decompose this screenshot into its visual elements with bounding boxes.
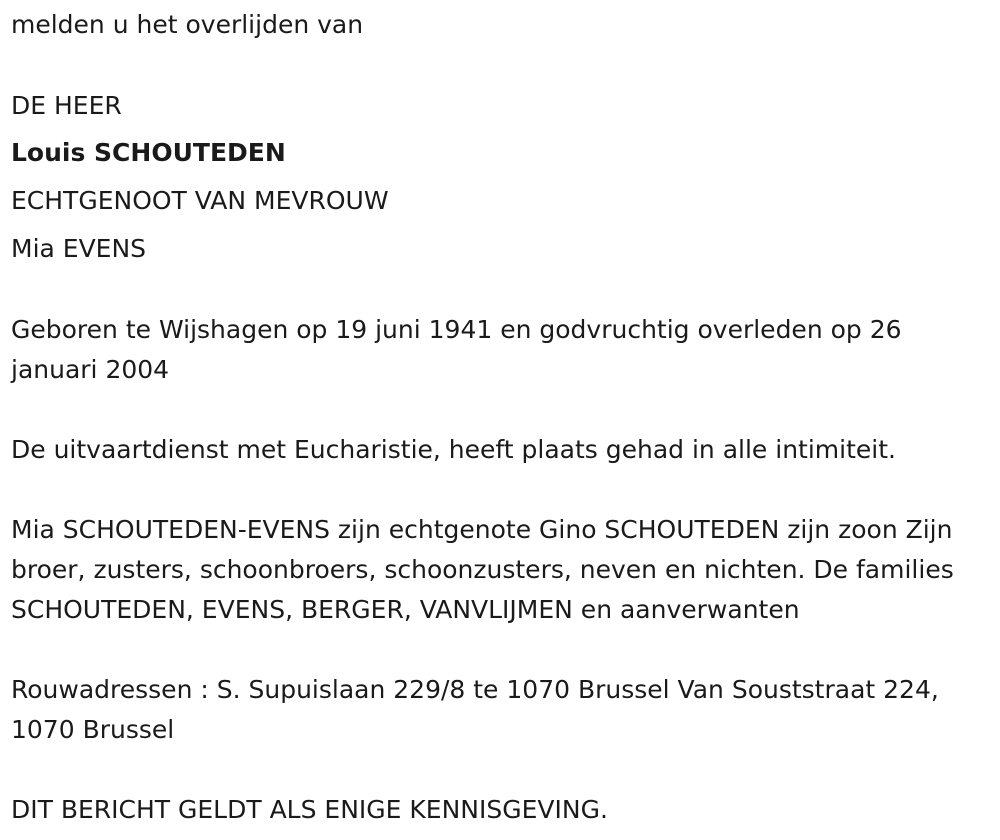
family-paragraph: Mia SCHOUTEDEN-EVENS zijn echtgenote Gino SCHOUTEDEN zijn zoon Zijn broer, zusters, schoonbroers, schoonzusters, neven en nichten. De families SCHOUTEDEN, EVENS, BERGER, VANVLIJMEN en aanverwanten [11,515,954,624]
addresses-paragraph: Rouwadressen : S. Supuislaan 229/8 te 1070 Brussel Van Souststraat 224, 1070 Brussel [11,675,939,744]
spouse-label: ECHTGENOOT VAN MEVROUW [11,186,389,215]
intro-text: melden u het overlijden van [11,10,364,39]
spouse-name: Mia EVENS [11,234,147,263]
closing-statement: DIT BERICHT GELDT ALS ENIGE KENNISGEVING. [11,795,608,824]
birth-death-paragraph: Geboren te Wijshagen op 19 juni 1941 en godvruchtig overleden op 26 januari 2004 [11,315,902,384]
deceased-name: Louis SCHOUTEDEN [11,138,286,167]
service-paragraph: De uitvaartdienst met Eucharistie, heeft plaats gehad in alle intimiteit. [11,435,896,464]
honorific-title: DE HEER [11,91,122,120]
